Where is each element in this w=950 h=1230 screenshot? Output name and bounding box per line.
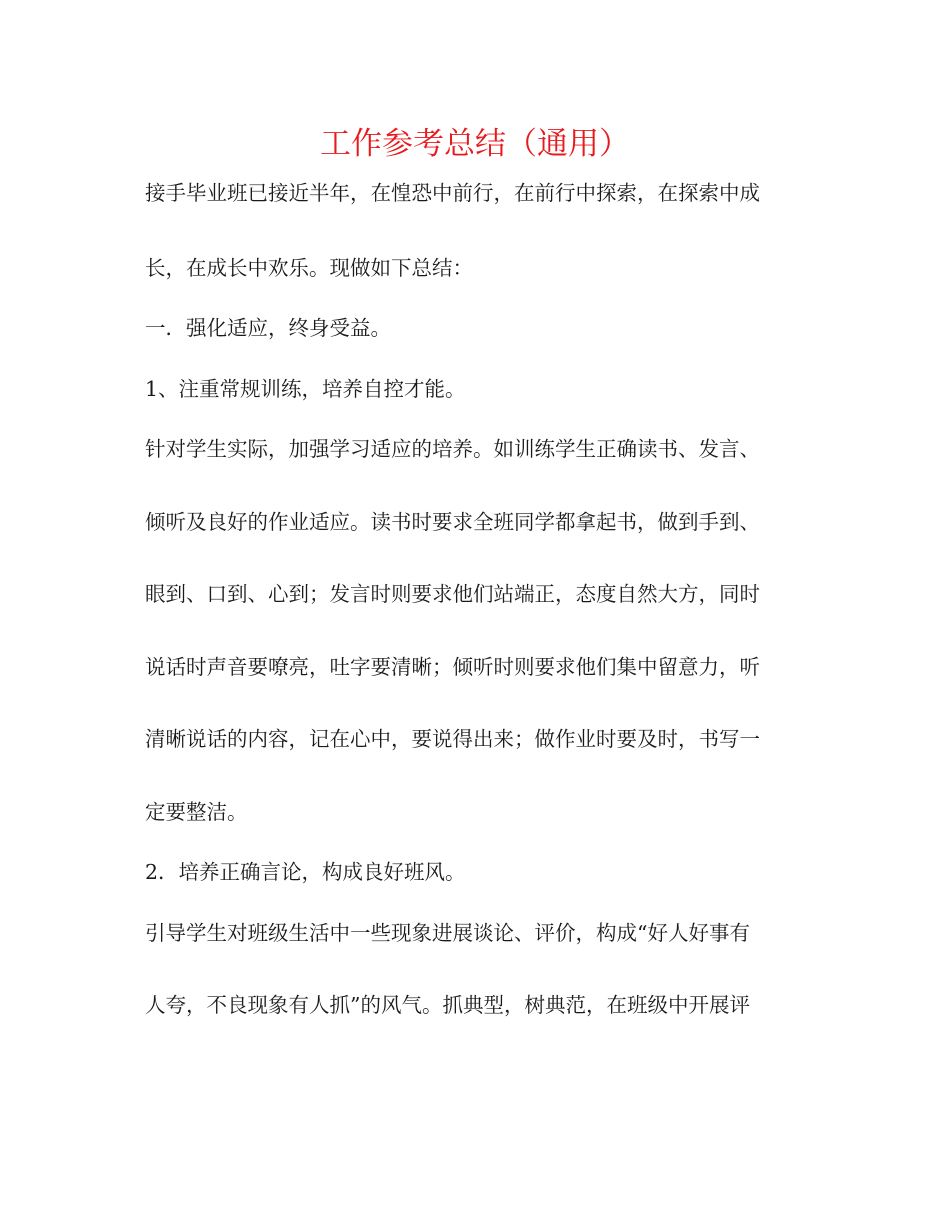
- paragraph-line: 人夸，不良现象有人抓”的风气。抓典型，树典范，在班级中开展评: [145, 993, 750, 1017]
- paragraph-line: 倾听及良好的作业适应。读书时要求全班同学都拿起书，做到手到、: [145, 510, 760, 534]
- document-title: 工作参考总结（通用）: [320, 126, 630, 162]
- paragraph-line: 说话时声音要嘹亮，吐字要清晰；倾听时则要求他们集中留意力，听: [145, 655, 760, 679]
- paragraph-line: 定要整洁。: [145, 800, 248, 824]
- paragraph-line: 清晰说话的内容，记在心中，要说得出来；做作业时要及时，书写一: [145, 727, 760, 751]
- paragraph-line: 接手毕业班已接近半年，在惶恐中前行，在前行中探索，在探索中成: [145, 181, 760, 205]
- paragraph-line: 眼到、口到、心到；发言时则要求他们站端正，态度自然大方，同时: [145, 582, 760, 606]
- subsection-heading: 2．培养正确言论，构成良好班风。: [145, 860, 466, 884]
- paragraph-line: 长，在成长中欢乐。现做如下总结：: [145, 256, 473, 280]
- section-heading: 一．强化适应，终身受益。: [145, 316, 391, 340]
- paragraph-line: 引导学生对班级生活中一些现象进展谈论、评价，构成“好人好事有: [145, 921, 750, 945]
- subsection-heading: 1、注重常规训练，培养自控才能。: [145, 377, 466, 401]
- paragraph-line: 针对学生实际，加强学习适应的培养。如训练学生正确读书、发言、: [145, 437, 760, 461]
